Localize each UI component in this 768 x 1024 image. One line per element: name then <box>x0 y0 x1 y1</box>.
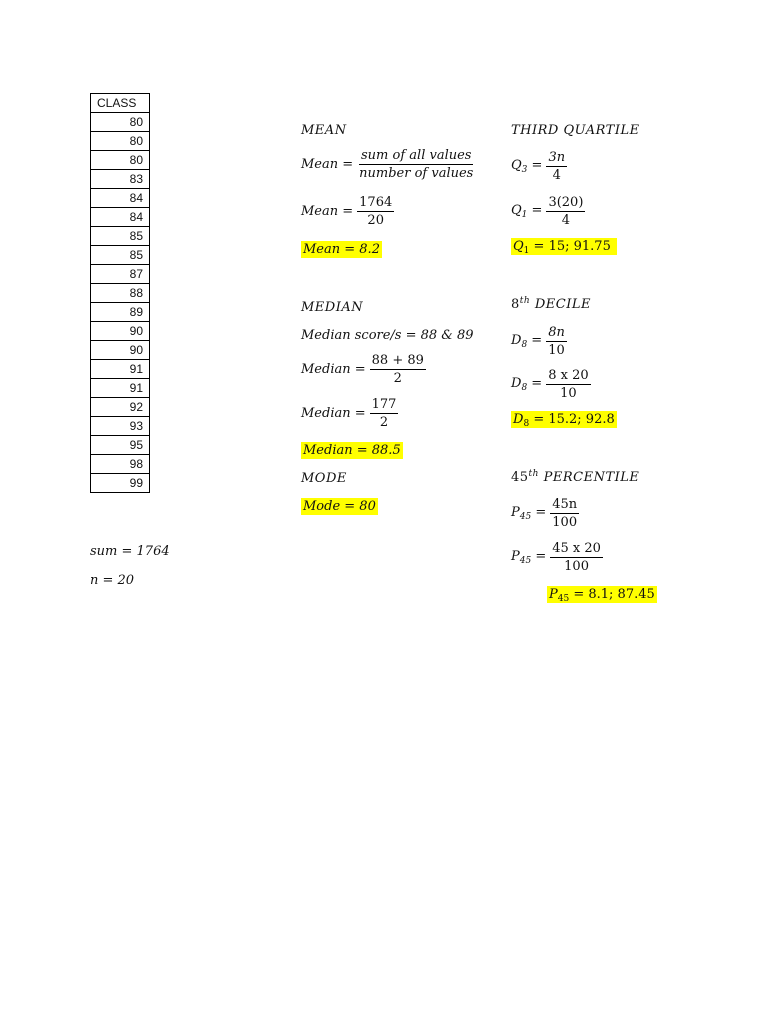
quartile-result-highlight <box>511 238 617 255</box>
table-cell-class[interactable]: 88 <box>91 284 150 303</box>
decile-title-superscript: th <box>519 296 531 306</box>
percentile-result-subscript: 45 <box>557 594 570 604</box>
decile-result-symbol: D <box>513 412 524 427</box>
median-step2-denominator: 2 <box>379 415 389 430</box>
table-row <box>91 246 150 265</box>
decile-f1-fraction <box>546 325 567 358</box>
table-row <box>91 303 150 322</box>
percentile-result <box>547 587 657 604</box>
table-row <box>91 284 150 303</box>
table-row <box>91 474 150 493</box>
percentile-f2-numerator: 45 x 20 <box>552 541 601 556</box>
class-table <box>90 93 150 493</box>
quartile-result-subscript: 1 <box>523 246 530 256</box>
table-row <box>91 189 150 208</box>
percentile-f1-fraction <box>550 497 579 530</box>
decile-f2-numerator: 8 x 20 <box>548 368 589 383</box>
quartile-f2-fraction <box>546 195 585 228</box>
table-row <box>91 113 150 132</box>
percentile-f2-subscript: 45 <box>519 556 532 566</box>
quartile-f1-numerator: 3n <box>548 150 566 165</box>
median-step2 <box>301 397 398 430</box>
table-row <box>91 208 150 227</box>
median-scores: Median score/s = 88 & 89 <box>301 328 474 343</box>
median-step1 <box>301 353 426 386</box>
table-cell-class[interactable]: 83 <box>91 170 150 189</box>
percentile-title-number: 45 <box>511 470 529 485</box>
decile-substitution: $D_8$ = $\frac{8 x 20}{10}$ <box>511 368 589 401</box>
quartile-result-symbol: Q <box>513 239 524 254</box>
quartile-f1-denominator: 4 <box>552 168 561 183</box>
table-row <box>91 436 150 455</box>
median-step2-numerator: 177 <box>371 397 397 412</box>
table-row <box>91 379 150 398</box>
table-cell-class[interactable]: 90 <box>91 322 150 341</box>
table-cell-class[interactable]: 84 <box>91 189 150 208</box>
percentile-result-value: = 8.1; 87.45 <box>573 587 655 602</box>
mean-sub-lhs: Mean = <box>301 204 354 219</box>
mean-result-highlight: Mean = 8.2 <box>303 242 380 257</box>
table-cell-class[interactable]: 91 <box>91 360 150 379</box>
mode-result <box>301 499 378 514</box>
decile-formula: $D_8$ = $\frac{8n}{10}$ <box>511 325 565 358</box>
mean-formula-lhs: Mean = <box>301 157 354 172</box>
mean-formula-numerator: sum of all values <box>361 148 472 163</box>
decile-f2-symbol: D <box>511 376 522 391</box>
table-cell-class[interactable]: 85 <box>91 246 150 265</box>
percentile-f1-numerator: 45n <box>552 497 578 512</box>
quartile-f2-numerator: 3(20) <box>548 195 584 210</box>
sum-text: sum = 1764 <box>90 544 170 559</box>
table-row <box>91 417 150 436</box>
percentile-title-text: PERCENTILE <box>543 470 640 485</box>
median-result <box>301 443 403 458</box>
quartile-result <box>511 239 617 256</box>
table-header-class[interactable]: CLASS <box>91 94 150 113</box>
decile-f1-numerator: 8n <box>548 325 565 340</box>
mean-formula <box>301 148 475 181</box>
mode-title: MODE <box>301 471 347 486</box>
table-cell-class[interactable]: 85 <box>91 227 150 246</box>
median-step2-fraction <box>370 397 399 430</box>
table-header-row <box>91 94 150 113</box>
decile-title-text: DECILE <box>534 297 591 312</box>
table-cell-class[interactable]: 80 <box>91 113 150 132</box>
median-step1-denominator: 2 <box>393 371 402 386</box>
median-result-highlight: Median = 88.5 <box>303 443 401 458</box>
decile-f2-denominator: 10 <box>560 386 577 401</box>
percentile-result-highlight <box>547 586 657 603</box>
quartile-f1-fraction <box>546 150 567 183</box>
quartile-f2-symbol: Q <box>511 203 522 218</box>
quartile-substitution: $Q_1$ = $\frac{3(20)}{4}$ <box>511 195 584 228</box>
mode-result-highlight: Mode = 80 <box>303 499 376 514</box>
table-cell-class[interactable]: 90 <box>91 341 150 360</box>
percentile-f1-denominator: 100 <box>552 515 578 530</box>
decile-result <box>511 412 617 429</box>
decile-f2-subscript: 8 <box>521 383 528 393</box>
quartile-f1-subscript: 3 <box>521 165 528 175</box>
percentile-f2-symbol: P <box>511 549 520 564</box>
percentile-f2-fraction <box>550 541 603 574</box>
table-cell-class[interactable]: 91 <box>91 379 150 398</box>
quartile-f2-denominator: 4 <box>561 213 571 228</box>
mean-sub-fraction <box>357 195 394 228</box>
table-row <box>91 265 150 284</box>
table-row <box>91 322 150 341</box>
n-text: n = 20 <box>90 573 135 588</box>
mean-substitution <box>301 195 394 228</box>
decile-title-number: 8 <box>511 297 520 312</box>
table-cell-class[interactable]: 80 <box>91 132 150 151</box>
table-cell-class[interactable]: 89 <box>91 303 150 322</box>
table-cell-class[interactable]: 80 <box>91 151 150 170</box>
percentile-result-symbol: P <box>549 587 558 602</box>
quartile-result-value: = 15; 91.75 <box>533 239 611 254</box>
decile-f1-symbol: D <box>511 333 522 348</box>
table-row <box>91 455 150 474</box>
decile-result-highlight <box>511 411 617 428</box>
table-cell-class[interactable]: 99 <box>91 474 150 493</box>
table-row <box>91 341 150 360</box>
mean-sub-denominator: 20 <box>367 213 384 228</box>
mean-result <box>301 242 382 257</box>
percentile-formula: $P_{45}$ = $\frac{45n}{100}$ <box>511 497 578 530</box>
quartile-formula: $Q_3$ = $\frac{3n}{4}$ <box>511 150 566 183</box>
mean-title: MEAN <box>301 123 347 138</box>
table-row <box>91 227 150 246</box>
decile-f2-fraction <box>546 368 590 401</box>
percentile-f2-denominator: 100 <box>564 559 589 574</box>
table-cell-class[interactable]: 93 <box>91 417 150 436</box>
table-cell-class[interactable]: 92 <box>91 398 150 417</box>
table-row <box>91 398 150 417</box>
mean-formula-denominator: number of values <box>359 166 474 181</box>
percentile-title <box>511 469 639 485</box>
table-row <box>91 132 150 151</box>
mean-formula-fraction <box>357 148 475 181</box>
decile-result-subscript: 8 <box>523 419 530 429</box>
mean-sub-numerator: 1764 <box>359 195 393 210</box>
quartile-title: THIRD QUARTILE <box>511 123 640 138</box>
decile-f1-subscript: 8 <box>521 340 528 350</box>
median-step1-numerator: 88 + 89 <box>371 353 424 368</box>
percentile-f1-subscript: 45 <box>519 512 532 522</box>
quartile-f2-subscript: 1 <box>521 210 528 220</box>
decile-f1-denominator: 10 <box>548 343 565 358</box>
table-cell-class[interactable]: 87 <box>91 265 150 284</box>
median-step1-lhs: Median = <box>301 362 366 377</box>
table-cell-class[interactable]: 95 <box>91 436 150 455</box>
decile-result-value: = 15.2; 92.8 <box>533 412 615 427</box>
median-title: MEDIAN <box>301 300 364 315</box>
table-cell-class[interactable]: 84 <box>91 208 150 227</box>
quartile-f1-symbol: Q <box>511 158 522 173</box>
percentile-f1-symbol: P <box>511 505 520 520</box>
table-cell-class[interactable]: 98 <box>91 455 150 474</box>
decile-title <box>511 296 591 312</box>
median-step2-lhs: Median = <box>301 406 366 421</box>
table-body <box>91 113 150 493</box>
percentile-substitution: $P_{45}$ = $\frac{45 x 20}{100}$ <box>511 541 601 574</box>
percentile-title-superscript: th <box>528 469 539 479</box>
median-step1-fraction <box>370 353 426 386</box>
table-row <box>91 170 150 189</box>
table-row <box>91 360 150 379</box>
table-row <box>91 151 150 170</box>
